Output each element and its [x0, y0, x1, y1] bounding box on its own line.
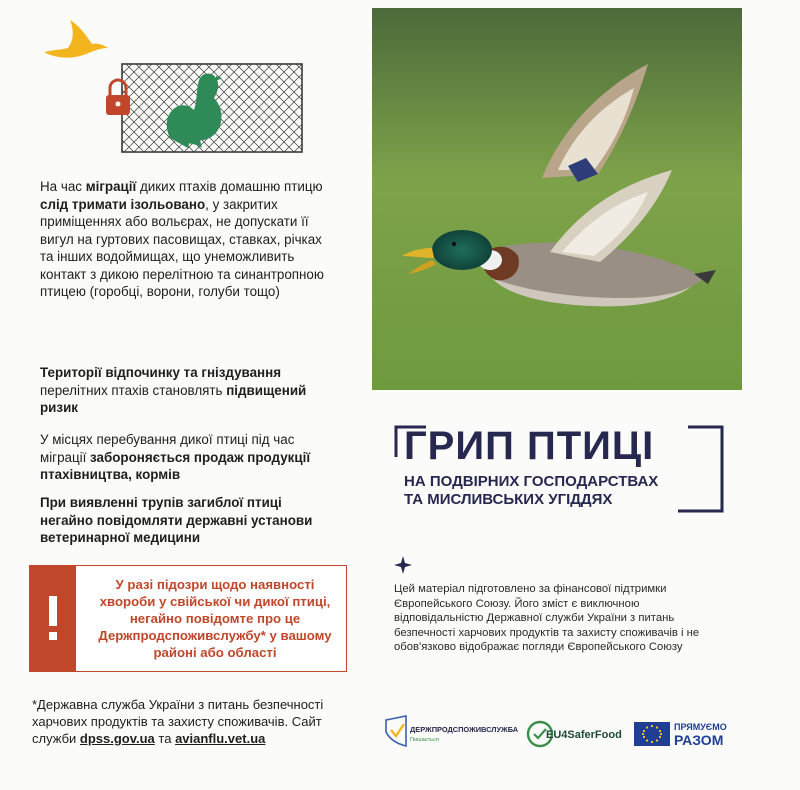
partner-logos	[382, 712, 742, 756]
isolation-paragraph: На час міграції диких птахів домашню птицю слід тримати ізольовано, у закритих приміщеннях або вольєрах, не допускати її вигул на гуртових пасовищах, ставках, річках та інших водоймищах, що унеможливить контакт з дикою перелітною та синантропною птицею (горобці, ворони, голуби тощо)	[40, 179, 324, 299]
duck-photo	[372, 8, 742, 390]
eu-flag-logo	[634, 722, 727, 748]
dead-birds-paragraph: При виявленні трупів загиблої птиці негайно повідомляти державні установи ветеринарної медицини	[40, 495, 313, 545]
dpss-logo-text: ДЕРЖПРОДСПОЖИВСЛУЖБА	[410, 725, 519, 734]
yellow-bird-logo-icon	[42, 18, 110, 62]
alert-bar	[30, 566, 76, 671]
eu-disclaimer: Цей матеріал підготовлено за фінансової підтримки Європейського Союзу. Його зміст є виключною відповідальністю Державної служби України з питань безпечності харчових продуктів та захисту споживачів і не обов'язково відображає погляди Європейського Союзу	[394, 583, 700, 653]
page-title: ГРИП ПТИЦІ	[404, 424, 655, 468]
left-column	[0, 0, 372, 790]
lock-icon	[106, 80, 130, 115]
exclamation-icon	[30, 566, 76, 671]
eu-logo-line1: ПРЯМУЄМО	[674, 722, 727, 732]
alert-text: У разі підозри щодо наявності хвороби у свійської чи дикої птиці, негайно повідомте про це Держпродспоживслужбу* у вашому районі або області	[98, 577, 332, 660]
title-block	[388, 425, 724, 517]
alert-box	[29, 565, 347, 672]
eu4saferfood-logo-text: EU4SaferFood	[546, 729, 622, 741]
footnote: *Державна служба України з питань безпечності харчових продуктів та захисту споживачів. Сайт служби dpss.gov.ua та avianflu.vet.ua	[32, 697, 324, 746]
dpss-logo	[386, 716, 519, 746]
eu4saferfood-logo	[528, 722, 622, 746]
star-icon	[394, 556, 412, 574]
cage-illustration	[104, 62, 314, 158]
dpss-link[interactable]: dpss.gov.ua	[79, 731, 155, 746]
avianflu-link[interactable]: avianflu.vet.ua	[175, 731, 266, 746]
sales-ban-paragraph: У місцях перебування дикої птиці під час міграції забороняється продаж продукції птахівництва, кормів	[40, 432, 311, 482]
page-subtitle: НА ПОДВІРНИХ ГОСПОДАРСТВАХ ТА МИСЛИВСЬКИХ УГІДДЯХ	[404, 473, 659, 508]
dpss-logo-sub: Пишається	[410, 737, 439, 743]
risk-paragraph: Території відпочинку та гніздування перелітних птахів становлять підвищений ризик	[40, 365, 307, 415]
eu-logo-line2: РАЗОМ	[674, 732, 724, 748]
